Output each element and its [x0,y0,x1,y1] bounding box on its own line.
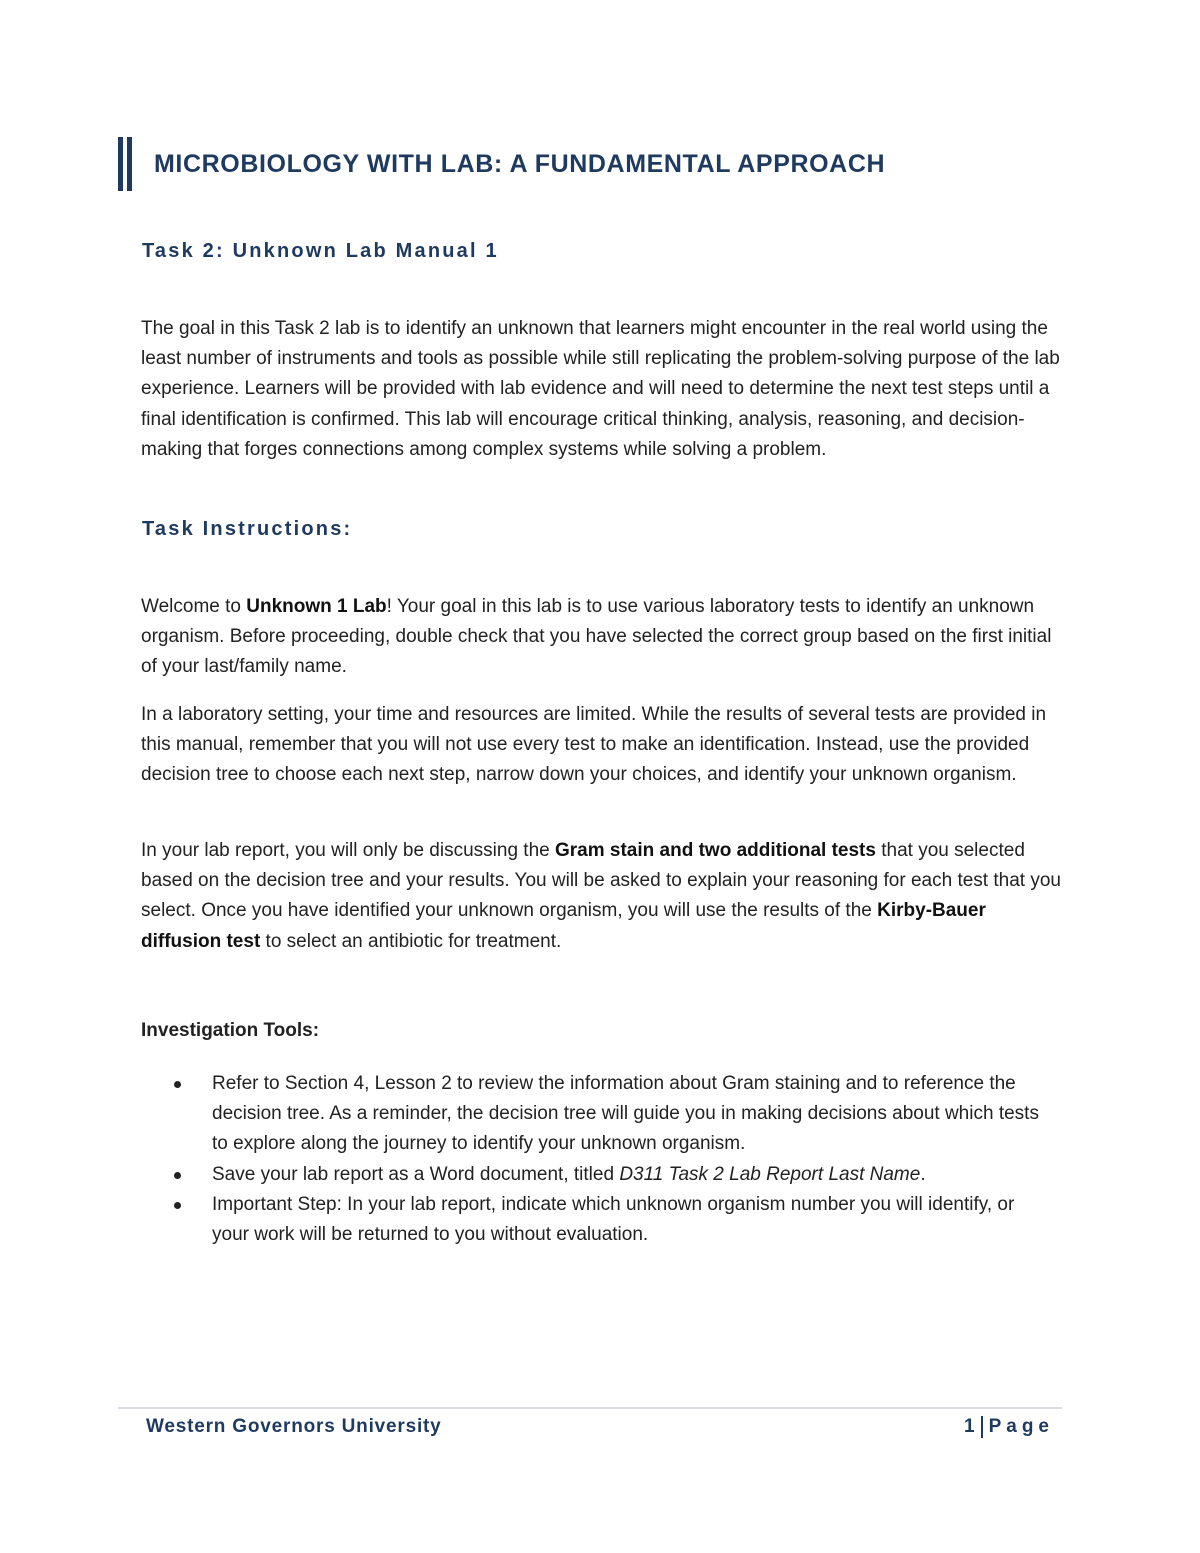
title-accent-bars [118,137,132,191]
welcome-paragraph [141,592,1071,683]
report-bold-kirby-bauer: Kirby-Bauer diffusion test [141,900,986,952]
list-item-text: Refer to Section 4, Lesson 2 to review the information about Gram staining and to reference the decision tree. As a reminder, the decision tree will guide you in making decisions about which tests to explore along the journey to identify your unknown organism. [212,1073,1039,1155]
list-item-text: Important Step: In your lab report, indicate which unknown organism number you will identify, or your work will be returned to you without evaluation. [212,1193,1015,1246]
page-label: Page [988,1416,1054,1437]
title-accent-bar [127,137,132,191]
intro-paragraph: The goal in this Task 2 lab is to identify an unknown that learners might encounter in the real world using the least number of instruments and tools as possible while still replicating the problem-solving purpose of the lab experience. Learners will be provided with lab evidence and will need to determine the next test steps until a final identification is confirmed. This lab will encourage critical thinking, analysis, reasoning, and decision-making that forges connections among complex systems while solving a problem. [141,318,1060,460]
page-number: 1 [964,1416,975,1437]
welcome-suffix: ! Your goal in this lab is to use various laboratory tests to identify an unknown organism. Before proceeding, double check that you have selected the correct group based on the first initial of your last/family name. [141,596,1052,678]
welcome-prefix: Welcome to [141,596,247,617]
footer-institution: Western Governors University [146,1416,442,1437]
investigation-tools-heading: Investigation Tools: [141,1020,320,1041]
lab-report-paragraph [141,836,1071,957]
document-title-block [118,136,885,192]
document-title: MICROBIOLOGY WITH LAB: A FUNDAMENTAL APPROACH [154,149,886,178]
list-item [141,1190,1041,1250]
bullet-icon [174,1202,181,1209]
report-filename: D311 Task 2 Lab Report Last Name [619,1163,921,1185]
report-text-2: that you selected based on the decision tree and your results. You will be asked to explain your reasoning for each test that you select. Once you have identified your unknown organism, you will use the results of the [141,840,1061,922]
bullet-icon [174,1081,181,1088]
list-item-text-prefix: Save your lab report as a Word document, titled [212,1163,620,1185]
bullet-icon [174,1172,181,1179]
list-item [141,1069,1041,1160]
task-heading: Task 2: Unknown Lab Manual 1 [142,240,499,262]
instructions-heading: Task Instructions: [142,518,353,540]
list-item-text-suffix: . [920,1163,926,1185]
report-text-3: to select an antibiotic for treatment. [260,930,562,952]
welcome-lab-name: Unknown 1 Lab [246,596,387,617]
investigation-tools-list [141,1069,1041,1250]
list-item [141,1160,1041,1190]
lab-setting-paragraph: In a laboratory setting, your time and resources are limited. While the results of several tests are provided in this manual, remember that you will not use every test to make an identification. Instead, use the provided decision tree to choose each next step, narrow down your choices, and identify your unknown organism. [141,704,1047,786]
footer-divider [118,1407,1062,1409]
report-bold-gram-stain: Gram stain and two additional tests [555,840,876,861]
report-text-1: In your lab report, you will only be discussing the [141,840,555,861]
footer-page-indicator [964,1416,1054,1438]
page-separator [981,1416,983,1438]
title-accent-bar [118,137,123,191]
